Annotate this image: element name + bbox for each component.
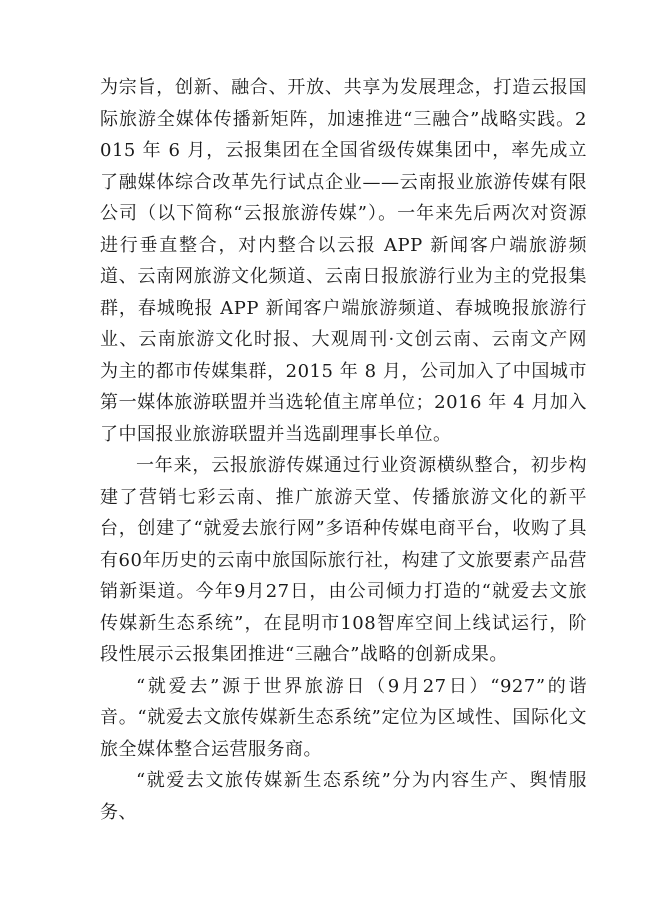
paragraph-4: “就爱去文旅传媒新生态系统”分为内容生产、舆情服务、 (100, 770, 587, 823)
paragraph-2: 一年来，云报旅游传媒通过行业资源横纵整合，初步构建了营销七彩云南、推广旅游天堂、传播旅游文化的新平台，创建了“就爱去旅行网”多语种传媒电商平台，收购了具有60年历史的云南中旅国际旅行社，构建了文旅要素产品营销新渠道。今年9月27日，由公司倾力打造的“就爱去文旅传媒新生态系统”，在昆明市108智库空间上线试运行，阶段性展示云报集团推进“三融合”战略的创新成果。 (100, 455, 587, 665)
paragraph-1: 为宗旨，创新、融合、开放、共享为发展理念，打造云报国际旅游全媒体传播新矩阵，加速推进“三融合”战略实践。2015 年 6 月，云报集团在全国省级传媒集团中，率先成立了融媒体综合改革先行试点企业——云南报业旅游传媒有限公司（以下简称“云报旅游传媒”）。一年来先后两次对资源进行垂直整合，对内整合以云报 APP 新闻客户端旅游频道、云南网旅游文化频道、云南日报旅游行业为主的党报集群，春城晚报 APP 新闻客户端旅游频道、春城晚报旅游行业、云南旅游文化时报、大观周刊·文创云南、云南文产网为主的都市传媒集群，2015 年 8 月，公司加入了中国城市第一媒体旅游联盟并当选轮值主席单位；2016 年 4 月加入了中国报业旅游联盟并当选副理事长单位。 (100, 77, 587, 445)
paragraph-3: “就爱去”源于世界旅游日（9月27日）“927”的谐音。“就爱去文旅传媒新生态系统”定位为区域性、国际化文旅全媒体整合运营服务商。 (100, 675, 587, 760)
